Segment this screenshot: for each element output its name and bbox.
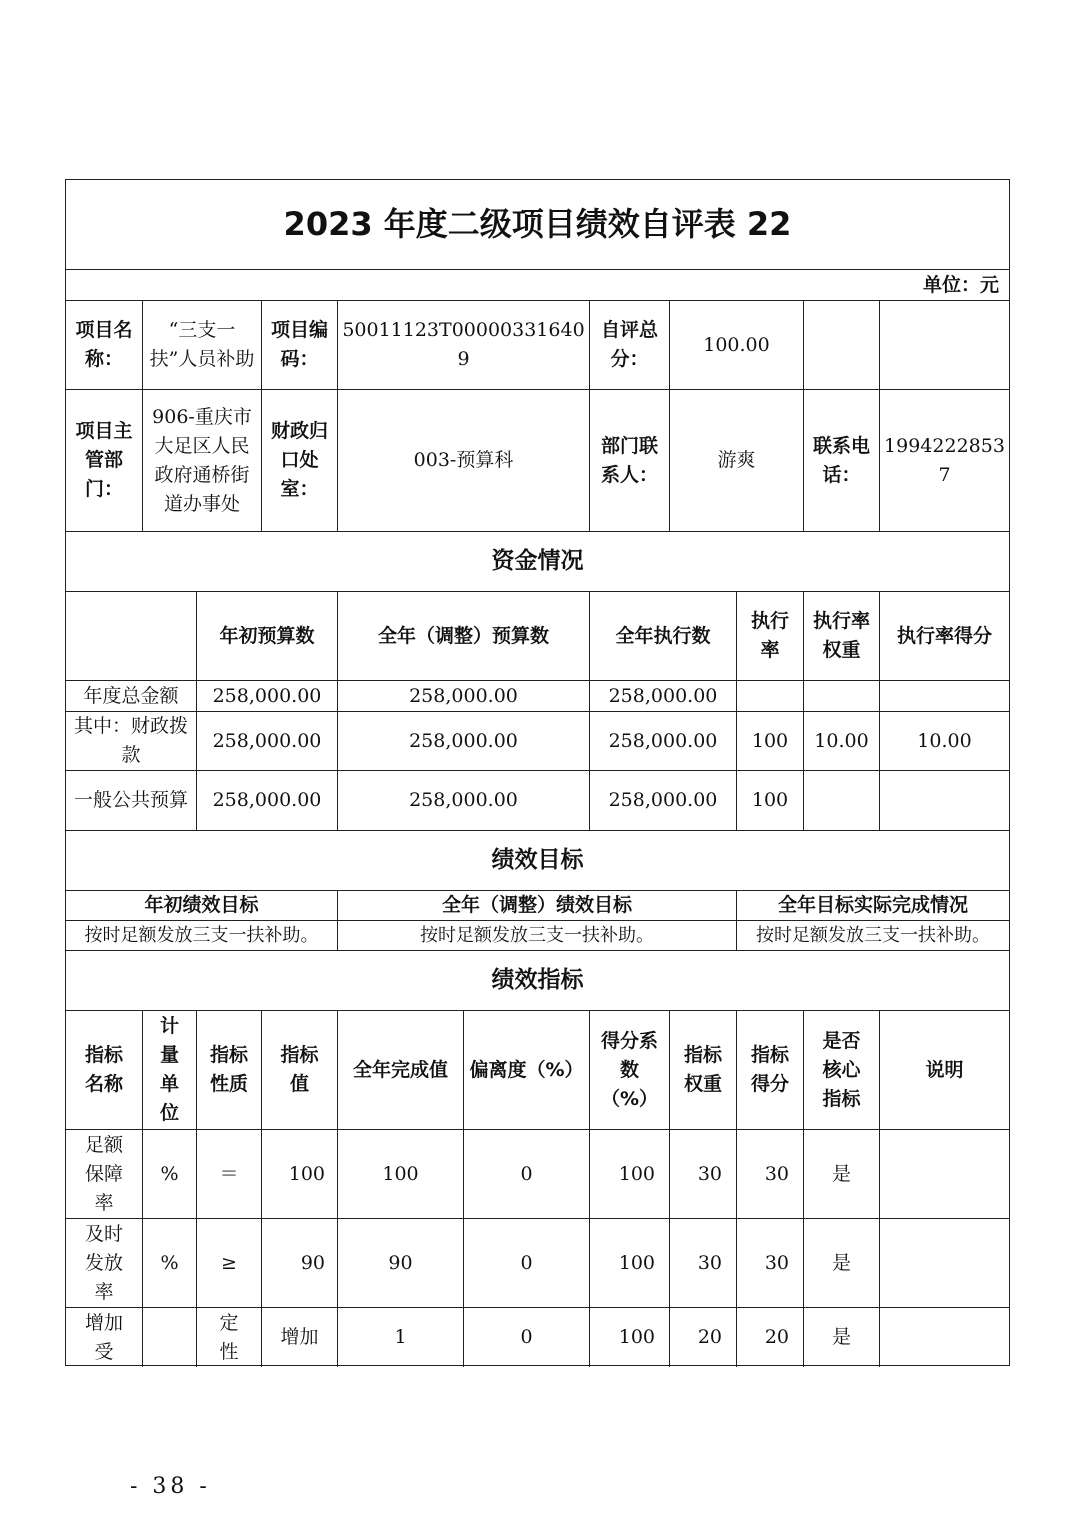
contact-value: 游爽 [717, 449, 756, 471]
indicator-cell: 是 [831, 1162, 851, 1185]
indicator-cell: 100 [618, 1326, 655, 1348]
unit-label: 单位：元 [922, 273, 999, 296]
indicator-cell: ＝ [219, 1162, 239, 1185]
funds-cell [804, 681, 879, 711]
indicator-cell: 90 [388, 1251, 413, 1274]
funds-cell: 100 [751, 729, 789, 752]
indicator-header: 得分系数（%） [600, 1029, 659, 1110]
project-name-label: 项目名称： [75, 319, 133, 370]
indicator-cell: 增加受 [84, 1311, 123, 1363]
indicator-cell: 30 [764, 1162, 789, 1185]
indicator-cell: 0 [520, 1326, 533, 1348]
indicator-cell: ≥ [221, 1251, 237, 1274]
goals-header: 全年目标实际完成情况 [777, 894, 968, 916]
indicator-cell: 是 [831, 1326, 851, 1348]
indicator-cell: 100 [618, 1251, 655, 1274]
phone-value: 19942228537 [884, 434, 1005, 486]
goals-header: 全年（调整）绩效目标 [441, 894, 632, 916]
score-label: 自评总分： [600, 319, 658, 370]
dept-label: 项目主管部门： [75, 420, 133, 500]
score-value: 100.00 [703, 333, 770, 356]
funds-cell [880, 771, 1009, 830]
funds-cell [880, 681, 1009, 711]
indicator-cell: 1 [394, 1326, 407, 1348]
indicator-cell: % [160, 1251, 179, 1274]
funds-cell: 10.00 [814, 729, 869, 752]
indicator-cell [143, 1308, 196, 1367]
funds-header: 执行率得分 [896, 624, 992, 647]
dept-value: 906-重庆市大足区人民政府通桥街道办事处 [152, 405, 252, 515]
indicator-cell [880, 1219, 1009, 1307]
funds-cell: 258,000.00 [212, 789, 322, 811]
goals-section-title: 绩效目标 [491, 847, 584, 873]
finance-label: 财政归口处室： [270, 420, 328, 500]
indicator-cell: 100 [382, 1162, 419, 1185]
indicator-cell: 0 [520, 1162, 533, 1185]
funds-cell [737, 681, 803, 711]
indicator-header: 说明 [925, 1058, 964, 1081]
indicator-cell: 及时发放率 [84, 1222, 123, 1303]
goals-value: 按时足额发放三支一扶补助。 [420, 925, 654, 946]
indicator-cell: 30 [764, 1251, 789, 1274]
indicator-cell: 是 [831, 1251, 851, 1274]
funds-header: 全年（调整）预算数 [377, 624, 549, 647]
evaluation-table [65, 179, 1010, 1366]
funds-cell: 258,000.00 [212, 684, 322, 707]
indicator-cell [880, 1130, 1009, 1218]
project-code: 50011123T000003316409 [342, 319, 585, 370]
indicator-cell: % [160, 1162, 179, 1185]
indicator-cell: 20 [764, 1326, 789, 1348]
indicators-section-title: 绩效指标 [491, 967, 584, 993]
indicator-header: 指标得分 [750, 1044, 789, 1095]
indicator-cell: 100 [618, 1162, 655, 1185]
goals-value: 按时足额发放三支一扶补助。 [84, 925, 319, 946]
indicator-cell: 100 [288, 1162, 325, 1185]
funds-header: 执行率权重 [812, 610, 870, 661]
page-number: - 38 - [130, 1474, 211, 1499]
funds-cell: 258,000.00 [409, 729, 518, 752]
funds-cell: 100 [751, 789, 789, 811]
funds-header: 全年执行数 [615, 624, 711, 647]
indicator-header: 偏离度（%） [469, 1058, 584, 1081]
indicator-cell: 0 [520, 1251, 533, 1274]
indicator-header: 指标性质 [209, 1044, 248, 1095]
goals-value: 按时足额发放三支一扶补助。 [756, 925, 990, 946]
funds-row-label: 一般公共预算 [73, 789, 188, 811]
indicator-header: 全年完成值 [352, 1058, 448, 1081]
indicator-cell [880, 1308, 1009, 1367]
funds-section-title: 资金情况 [491, 548, 584, 574]
indicator-cell: 20 [697, 1326, 722, 1348]
indicator-cell: 定性 [219, 1311, 239, 1363]
funds-cell [804, 771, 879, 830]
indicator-cell: 90 [300, 1251, 325, 1274]
funds-header: 年初预算数 [219, 624, 315, 647]
funds-cell: 258,000.00 [608, 684, 718, 707]
project-name: “三支一扶”人员补助 [149, 319, 255, 370]
indicator-header: 指标值 [280, 1044, 319, 1095]
page-title: 2023 年度二级项目绩效自评表 22 [283, 205, 792, 243]
indicator-header: 指标名称 [84, 1044, 123, 1095]
indicator-cell: 30 [697, 1251, 722, 1274]
funds-cell: 10.00 [917, 729, 972, 752]
funds-cell: 258,000.00 [409, 684, 518, 707]
indicator-cell: 增加 [280, 1326, 319, 1348]
phone-label: 联系电话： [812, 434, 870, 486]
funds-cell: 258,000.00 [212, 729, 322, 752]
indicator-cell: 足额保障率 [84, 1133, 123, 1214]
funds-cell: 258,000.00 [608, 789, 718, 811]
project-code-label: 项目编码： [270, 319, 328, 370]
goals-header: 年初绩效目标 [144, 894, 259, 916]
funds-row-label: 年度总金额 [83, 684, 179, 707]
funds-cell: 258,000.00 [409, 789, 518, 811]
finance-value: 003-预算科 [413, 449, 514, 471]
funds-row-label: 其中：财政拨款 [73, 715, 188, 766]
indicator-header: 指标权重 [683, 1044, 722, 1095]
indicator-cell: 30 [697, 1162, 722, 1185]
funds-header: 执行率 [751, 610, 790, 661]
funds-cell: 258,000.00 [608, 729, 718, 752]
contact-label: 部门联系人： [600, 434, 658, 486]
indicator-header: 是否核心指标 [822, 1029, 861, 1110]
indicator-header: 计量单位 [159, 1015, 179, 1124]
